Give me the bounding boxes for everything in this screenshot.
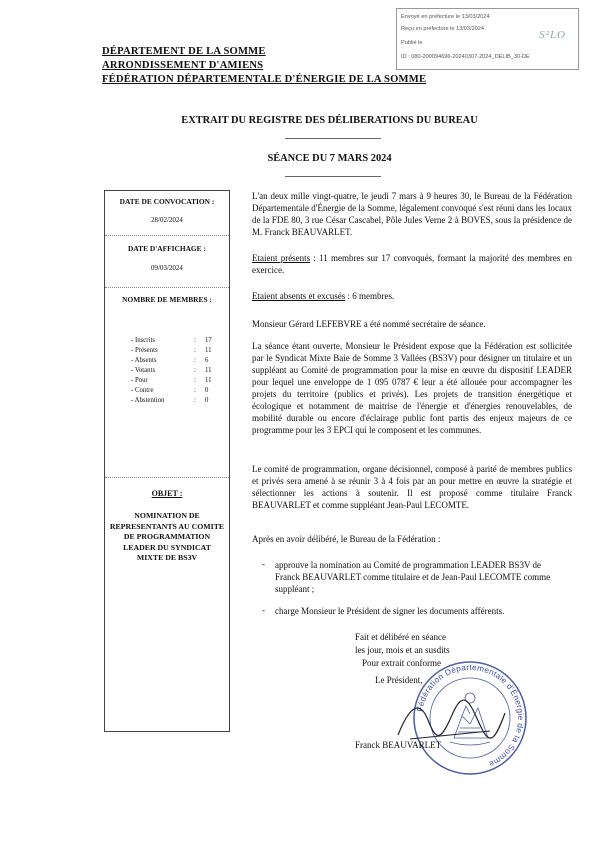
objet-label: OBJET :	[151, 489, 183, 498]
member-value: 11	[205, 377, 212, 384]
presents-text: : 11 membres sur 17 convoqués, formant la majorité des membres en exercice.	[252, 253, 572, 275]
paragraph-intro: L'an deux mille vingt-quatre, le jeudi 7 mars à 9 heures 30, le Bureau de la Fédération Départementale d'Énergie de la Somme, légalement convoqué s'est réuni dans les locaux de la FDE 80, 3 rue César Cascabel, Pôle Jules Verne 2 à BOVES, sous la présidence de M. Franck BEAUVARLET.	[252, 191, 572, 237]
objet-text: NOMINATION DE REPRESENTANTS AU COMITE DE PROGRAMMATION LEADER DU SYNDICAT MIXTE DE BS3V	[109, 511, 225, 563]
member-name: - Inscrits	[131, 337, 155, 344]
seance-divider	[285, 176, 381, 177]
bullet-dash: -	[262, 559, 265, 569]
member-name: - Présents	[131, 347, 158, 354]
affichage-date: 09/03/2024	[151, 264, 183, 272]
header-arrondissement: ARRONDISSEMENT D'AMIENS	[102, 60, 264, 71]
membres-label: NOMBRE DE MEMBRES :	[122, 295, 212, 304]
signature-line-1: Fait et délibéré en séance	[355, 632, 446, 642]
document-title: EXTRAIT DU REGISTRE DES DÉLIBERATIONS DU BUREAU	[181, 115, 478, 126]
convocation-date: 28/02/2024	[151, 216, 183, 224]
member-name: - Votants	[131, 367, 156, 374]
member-value: 11	[205, 367, 212, 374]
stamp-id: ID : 080-200094696-20240307-2024_DELIB_30-DE	[401, 54, 530, 60]
stamp-received: Reçu en préfecture le 13/03/2024	[401, 26, 485, 32]
prefecture-stamp	[396, 8, 579, 70]
paragraph-expose: La séance étant ouverte, Monsieur le Président expose que la Fédération est sollicitée par le Syndicat Mixte Baie de Somme 3 Vallées (BS3V) pour désigner un titulaire et un suppléant au Comité de programmation pour la mise en œuvre du dispositif LEADER pour lequel une enveloppe de 1 095 0787 € leur a été allouée pour accompagner les projets du territoire (publics et privés). Les projets de transition énergétique et écologique et notamment de maitrise de l'énergie et d'énergies renouvelables, de mobilité durable ou encore d'éclairage public font partis des enjeux majeurs de ce programme pour les 3 EPCI qui le composent et les communes.	[252, 341, 572, 435]
header-department: DÉPARTEMENT DE LA SOMME	[102, 46, 266, 57]
s2lo-logo: S²LO	[539, 29, 566, 41]
seal-text: Fédération Départementale d'Énergie de la Somme	[415, 662, 526, 769]
president-label: Le Président,	[375, 675, 423, 685]
absents-label: Etaient absents et excusés	[252, 291, 346, 301]
member-name: - Contre	[131, 387, 154, 394]
absents-text: : 6 membres.	[345, 291, 395, 301]
header-federation: FÉDÉRATION DÉPARTEMENTALE D'ÉNERGIE DE LA SOMME	[102, 74, 427, 85]
paragraph-deliberation: Après en avoir délibéré, le Bureau de la Fédération :	[252, 534, 441, 544]
member-name: - Absents	[131, 357, 157, 364]
left-info-panel: DATE DE CONVOCATION : 28/02/2024 DATE D'AFFICHAGE : 09/03/2024 NOMBRE DE MEMBRES : - Inscrits : 17 - Présents : 11 - Absents : 6 - Votants : 11 - Pour : 11 - Contre : 0 - Abstention : 0 OBJET : NOMINATION DE REPRESENTANTS AU COMITE DE PROGRAMMATION LEADER DU SYNDICAT MIXTE DE BS3V	[104, 190, 230, 732]
divider	[105, 287, 229, 288]
decision-sign: charge Monsieur le Président de signer les documents afférents.	[275, 606, 505, 616]
member-value: 17	[205, 337, 212, 344]
signature-line-2: les jour, mois et an susdits	[355, 645, 450, 655]
member-name: - Pour	[131, 377, 148, 384]
divider	[105, 235, 229, 236]
decision-approve: approuve la nomination au Comité de programmation LEADER BS3V de Franck BEAUVARLET comme titulaire et de Jean-Paul LECOMTE comme suppléant ;	[275, 560, 551, 594]
member-value: 6	[205, 357, 209, 364]
paragraph-absents	[252, 290, 572, 302]
convocation-label: DATE DE CONVOCATION :	[119, 197, 215, 206]
paragraph-secretary: Monsieur Gérard LEFEBVRE a été nommé secrétaire de séance.	[252, 319, 486, 329]
title-divider	[285, 138, 381, 139]
divider	[105, 477, 229, 478]
bullet-dash: -	[262, 605, 265, 615]
member-value: 11	[205, 347, 212, 354]
signer-name: Franck BEAUVARLET	[355, 740, 442, 750]
seance-date: SÉANCE DU 7 MARS 2024	[267, 153, 392, 164]
stamp-sent: Envoyé en préfecture le 13/03/2024	[401, 14, 490, 20]
affichage-label: DATE D'AFFICHAGE :	[128, 244, 206, 253]
presents-label: Etaient présents	[252, 253, 311, 263]
signature-line-3: Pour extrait conforme	[362, 658, 441, 668]
paragraph-comite: Le comité de programmation, organe décisionnel, composé à parité de membres publics et privés sera amené à se réunir 3 à 4 fois par an pour mettre en œuvre la stratégie et sélectionner les actions à soutenir. Il est proposé comme titulaire Franck BEAUVARLET et comme suppléant Jean-Paul LECOMTE.	[252, 464, 572, 510]
member-value: 0	[205, 387, 209, 394]
member-name: - Abstention	[131, 397, 165, 404]
paragraph-presents	[252, 252, 572, 276]
member-value: 0	[205, 397, 209, 404]
stamp-published: Publié le	[401, 40, 423, 46]
